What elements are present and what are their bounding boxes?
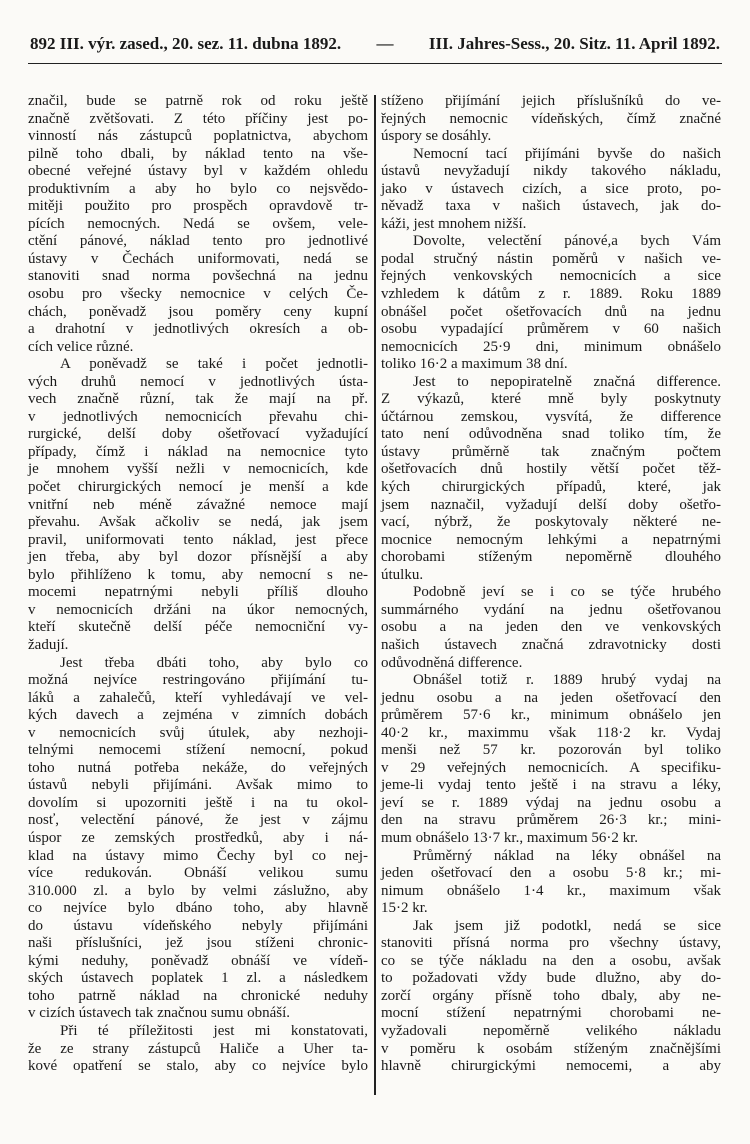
text-line: více redukován. Obnáší velikou sumu [28, 865, 368, 882]
text-line: Dovolte, velectění pánové,a bych Vám [413, 233, 721, 250]
text-line: žadují. [28, 636, 69, 653]
text-line: osobu vypadající průměrem v 60 našich [381, 321, 721, 338]
text-line: Průměrný náklad na léky obnášel na [413, 847, 721, 864]
text-line: mocní stížení nepatrnými chorobami ne- [381, 1005, 721, 1022]
right-column [381, 93, 721, 1076]
text-line: mocnice nemocným lehkými a nepatrnými [381, 531, 721, 548]
text-line: stíženo přijímání jejich příslušníků do ve- [381, 93, 721, 109]
text-line: hlavně chirurgickými nemocemi, a aby [381, 1058, 721, 1075]
text-line: nosť, velectění pánové, že jest v zájmu [28, 812, 368, 829]
text-line: ctění pánové, náklad tento pro jednotlivé [28, 233, 368, 250]
text-line: summárného vydání na jednu ošetřovanou [381, 601, 721, 618]
text-line: do ústavu vídeňského nebyly přijímáni [28, 917, 368, 934]
text-line: telnými nemocemi stížení nemocní, pokud [28, 742, 368, 759]
text-line: počet chirurgických nemocí je menší a kde [28, 479, 368, 496]
text-line: 15·2 kr. [381, 900, 428, 917]
text-line: kteří skutečně delší péče nemocniční vy- [28, 619, 368, 636]
text-line: Z výkazů, které mně byly poskytnuty [381, 391, 721, 408]
paragraph [28, 1023, 368, 1076]
text-line: vací, nýbrž, že poskytovaly některé ne- [381, 514, 721, 531]
text-line: mocemi nepatrnými nebyli příliš dlouho [28, 584, 368, 601]
text-line: značil, bude se patrně rok od roku ještě [28, 93, 368, 109]
text-line: v poměru k osobám stíženým značnějšími [381, 1040, 721, 1057]
text-line: den na stravu průměrem 26·3 kr.; mini- [381, 812, 721, 829]
text-line: vnitřní neb méně závažné nemoce mají [28, 496, 368, 513]
text-line: kých chirurgických případů, které, jak [381, 479, 721, 496]
header-czech: 892 III. výr. zased., 20. sez. 11. dubna 1892. [30, 34, 342, 53]
text-line: vých druhů nemocí v jednotlivých ústa- [28, 373, 368, 390]
text-line: chorobami stíženým nepoměrně dlouhého [381, 549, 721, 566]
header-rule [28, 63, 722, 64]
text-line: ústavů nevyžadují nikdy takového nákladu, [381, 163, 721, 180]
text-line: Podobně jeví se i co se týče hrubého [413, 584, 721, 601]
text-line: to požadovati vždy bude dlužno, aby do- [381, 970, 721, 987]
text-line: pilně toho dbali, by náklad tento na vše- [28, 145, 368, 162]
text-line: značně zvětšovati. Z této příčiny jest po- [28, 110, 368, 127]
text-line: ských ústavech poplatek 1 zl. a následkem [28, 970, 368, 987]
text-line: případy, čímž i náklad na nemocnice tyto [28, 443, 368, 460]
text-line: osobu pro všecky nemocnice v celých Če- [28, 286, 368, 303]
text-line: ústavy v Čechách uniformovati, nedá se [28, 250, 368, 267]
text-line: řejných venkovských nemocnicích a sice [381, 268, 721, 285]
text-line: Jest to nepopiratelně značná difference. [413, 373, 721, 390]
paragraph [28, 356, 368, 654]
text-line: Při té příležitosti jest mi konstatovati, [60, 1022, 368, 1039]
text-line: něvadž taxa v našich ústavech, jak do- [381, 198, 721, 215]
text-line: ústavy průměrně tak značným počtem [381, 443, 721, 460]
text-line: úspor ze zemských prostředků, aby i ná- [28, 829, 368, 846]
text-line: Nemocní tací přijímáni byvše do našich [413, 145, 721, 162]
text-line: klad na ústavy mimo Čechy byl co nej- [28, 847, 368, 864]
text-line: toliko 16·2 a maximum 38 dní. [381, 356, 568, 373]
text-line: Jest třeba dbáti toho, aby bylo co [60, 654, 368, 671]
text-line: toho patrně náklad na chronické neduhy [28, 987, 368, 1004]
text-line: v nemocnicích držáni na úkor nemocných, [28, 601, 368, 618]
text-line: A poněvadž se také i počet jednotli- [60, 356, 368, 373]
paragraph [381, 93, 721, 146]
text-line: pících nemocných. Nedá se ovšem, vele- [28, 215, 368, 232]
header-german: III. Jahres-Sess., 20. Sitz. 11. April 1892. [428, 34, 720, 53]
text-line: obecné veřejné ústavy byl v každém ohledu [28, 163, 368, 180]
text-line: odůvodněná difference. [381, 654, 523, 671]
header-dash: — [376, 34, 394, 53]
text-line: menši než 57 kr. pozorován byl toliko [381, 742, 721, 759]
text-line: stanoviti přísná norma pro všechny ústavy, [381, 935, 721, 952]
text-line: mitěji použito pro prospěch opravdově tr- [28, 198, 368, 215]
text-line: v nemocnicích svůj útulek, aby nezhoji- [28, 724, 368, 741]
page-header [30, 34, 720, 60]
left-column [28, 93, 368, 1076]
text-line: v cizích ústavech tak značnou sumu obnáší. [28, 1005, 291, 1022]
text-line: osobu a na jeden den ve venkovských [381, 619, 721, 636]
paragraph [381, 848, 721, 918]
text-line: řejných nemocnic vídeňských, čímž značné [381, 110, 721, 127]
text-line: naši příslušníci, jež jsou stíženi chronic- [28, 935, 368, 952]
text-line: úspory se dosáhly. [381, 128, 492, 145]
text-line: bylo přihlíženo k tomu, aby nemocní s ne- [28, 566, 368, 583]
text-line: jeví se r. 1889 výdaj na jednu osobu a [381, 794, 721, 811]
paragraph [28, 655, 368, 1023]
paragraph [381, 374, 721, 585]
text-line: v 29 veřejných nemocnicích. A specifiku- [381, 759, 721, 776]
text-line: dovolím si upozorniti ještě i na tu okol- [28, 794, 368, 811]
text-line: jen třeba, aby byl dozor přísnější a aby [28, 549, 368, 566]
column-divider [374, 95, 376, 1095]
text-line: pravil, uniformovati tento náklad, jest přece [28, 531, 368, 548]
text-line: útulku. [381, 566, 424, 583]
text-line: jeden ošetřovací den a osobu 5·8 kr.; mi- [381, 865, 721, 882]
paragraph [381, 918, 721, 1076]
text-line: jeme-li vydaj tento ještě i na stravu a léky, [381, 777, 721, 794]
text-line: je mnohem vyšší nežli v nemocnicích, kde [28, 461, 368, 478]
text-line: jako v ústavech cizích, a sice proto, po- [381, 180, 721, 197]
paragraph [381, 146, 721, 234]
text-line: že ze strany zástupců Haliče a Uher ta- [28, 1040, 368, 1057]
text-line: cích velice různé. [28, 338, 134, 355]
text-line: kové opatření se stalo, aby co nejvíce bylo [28, 1058, 368, 1075]
text-line: zorčí orgány přísně toho dbaly, aby ne- [381, 987, 721, 1004]
text-line: rurgické, delší doby ošetřovací vyžadující [28, 426, 368, 443]
text-line: mum obnášelo 13·7 kr., maximum 56·2 kr. [381, 829, 639, 846]
paragraph [28, 93, 368, 356]
text-line: nimum obnášelo 1·4 kr., maximum však [381, 882, 721, 899]
paragraph [381, 672, 721, 847]
text-line: vinností nás zástupců poplatnictva, abychom [28, 128, 368, 145]
text-line: láků a zahalečů, kteří vyhledávají ve vel- [28, 689, 368, 706]
text-line: účtárnou zemskou, vysvítá, že difference [381, 408, 721, 425]
text-line: průměrem 57·6 kr., minimum obnášelo jen [381, 707, 721, 724]
text-line: ústavů nebyli přijímáni. Avšak mimo to [28, 777, 368, 794]
text-line: Obnášel totiž r. 1889 hrubý vydaj na [413, 672, 721, 689]
text-line: vyžadovali nepoměrně velikého nákladu [381, 1022, 721, 1039]
text-line: toho nutná potřeba nekáže, do veřejných [28, 759, 368, 776]
text-line: tato není odůvodněna snad toliko tím, že [381, 426, 721, 443]
text-line: v jednotlivých nemocnicích převahu chi- [28, 408, 368, 425]
text-line: co nejvíce bylo dbáno toho, aby hlavně [28, 900, 368, 917]
text-line: káži, jest mnohem nižší. [381, 215, 527, 232]
paragraph [381, 233, 721, 373]
text-line: možná nejvíce restringováno přijímání tu- [28, 672, 368, 689]
text-line: jednu osobu a na jeden ošetřovací den [381, 689, 721, 706]
text-line: jsem naznačil, vyžadují delší doby ošetřo- [381, 496, 721, 513]
text-line: Jak jsem již podotkl, nedá se sice [413, 917, 721, 934]
text-line: ošetřovacích dnů hostily větší počet těž- [381, 461, 721, 478]
text-line: vzhledem k dátům z r. 1889. Roku 1889 [381, 286, 721, 303]
text-line: převahu. Avšak ačkoliv se nedá, jak jsem [28, 514, 368, 531]
paragraph [381, 584, 721, 672]
text-line: chách, poněvadž jsou poměry ceny kupní [28, 303, 368, 320]
text-line: co se týče nákladu na den a osobu, avšak [381, 952, 721, 969]
text-line: obnášel počet ošetřovacích dnů na jednu [381, 303, 721, 320]
text-line: stanoviti snad norma povšechná na jednu [28, 268, 368, 285]
text-line: podal stručný nástin poměrů v našich ve- [381, 250, 721, 267]
text-line: kými neduhy, poněvadž obnáší ve vídeň- [28, 952, 368, 969]
text-line: produktivním a aby ho bylo co nejsvědo- [28, 180, 368, 197]
text-line: a drahotní v jednotlivých okresích a ob- [28, 321, 368, 338]
text-line: našich ústavech značná zdravotnicky dosti [381, 636, 721, 653]
text-line: 310.000 zl. a bylo by velmi záslužno, aby [28, 882, 368, 899]
text-line: kých davech a zejména v zimních dobách [28, 707, 368, 724]
text-line: 40·2 kr., maximmu však 118·2 kr. Vydaj [381, 724, 721, 741]
text-line: vech značně různí, tak že mají na př. [28, 391, 368, 408]
text-line: nemocnicích 25·9 dni, minimum obnášelo [381, 338, 721, 355]
